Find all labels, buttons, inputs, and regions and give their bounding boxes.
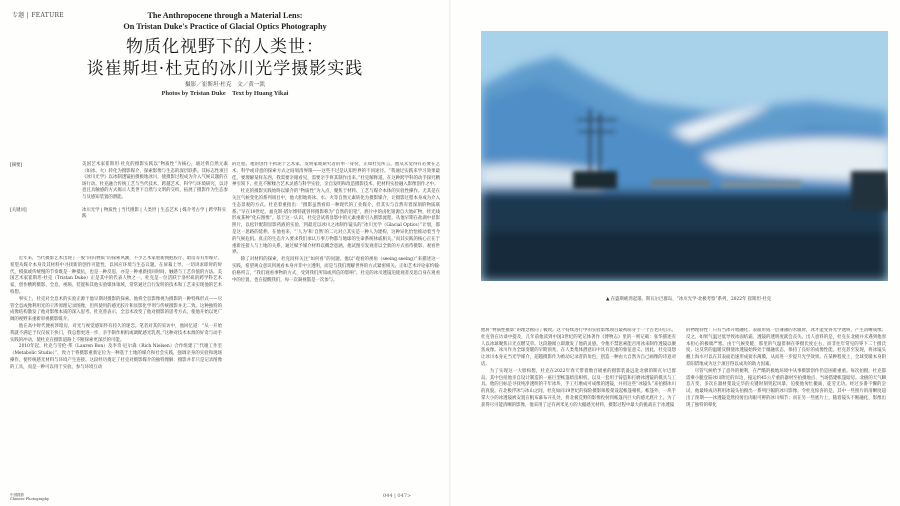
- keywords-label: [关键词]: [10, 208, 27, 213]
- english-title: [60, 10, 390, 32]
- photo-scene-icon: [481, 31, 888, 281]
- magazine-logo: [10, 493, 49, 502]
- right-column-1: [481, 328, 676, 498]
- paragraph: 的过程。他的创作不拘泥于艺术家、发明家或研究者的单一身份，正如杜克所言，他从未觉得有必要在艺术、科学或诗意的探索方式之间划清界限——这些不过是认知世界的不同途径。“我通过实践来学习效果最佳，要理解某样东西，我需要亲眼看见，需要亲手将其制作出来。”杜克解释道。在这种跨学科的动手探究精神引领下，杜克不断糅合艺术灵感与科学实验，亲自发明和改造摄影技术，把材料实验融入影像创作之中。: [232, 162, 440, 188]
- paragraph: 近年来，当代摄影艺术出现了一股“回归物质”的探索风潮，不少艺术家重新拥抱胶片、暗房等有形媒介，希望从媒介本身及其材料中寻找新的创作可能性，以回应环境与生态议题。在屏幕上导、一切讲求即时的时代，模拟或传统慢的节奏既是一种抵抗，也是一种反思，亦是一种重新找回时间、触感与工艺价值的方法。美国艺术家崔斯坦·杜克（Tristan Duke）正是其中的代表人物之一。杜克是一位活跃于洛杉矶的跨学科艺术家，创作横跨摄影、全息、视频、装置和其他实验媒体领域，常常通过自行发明的技术和工艺来实现他的艺术构想。: [10, 256, 222, 295]
- page-numbers: 044 | 047>: [383, 493, 412, 499]
- paragraph: 他将“物质性摄影”的理念推向了极致。这个持续进行中的实验影像项目最初萌芽于一个古老的启示。杜克曾在访谈中提及，几年前他读到中国3世纪的笔记体著作《博物志》里的一则记载：张华描述有人以冰球聚焦日光点燃艾草。这段趣闻立即激发了他的灵感。令他不禁思索能否用冰来制作透镜以聚焦成像。冰川作为全球变暖的早期预兆，在人类集体潜意识中具有沉重的象征意义。因此，杜克设想让冰川本身充当光学媒介，超越摄影作为被动记录者的角色，创造一种由大自然为自己画像的诗意对话。: [481, 328, 676, 367]
- chinese-title-line-2: 谈崔斯坦·杜克的冰川光学摄影实践: [86, 59, 364, 79]
- keywords-text: 冰川光学 | 物质性 | 当代摄影 | 人类世 | 生态艺术 | 媒介考古学 | 跨学科实践: [82, 208, 227, 219]
- chinese-title-line-1: 物质化视野下的人类世：: [126, 37, 324, 57]
- left-column-2: [232, 162, 440, 486]
- credits-english: Photos by Tristan Duke Text by Huang Yikai: [161, 90, 289, 97]
- credits-chinese: 摄影／崔斯坦·杜克 文／黄一凯: [184, 82, 266, 88]
- left-column-1: [10, 256, 222, 486]
- paragraph: 杜克的摄影实践始终以媒介的“物质性”为入点，聚焦于材料、工艺与媒介本体的实验性操作。尤其是在关注气候变化的系列项目中，他大胆地将冰、水、火等自然元素转化为摄影媒介，让摄影过程本身成为介入生态景观的方式。杜克着重指出：“摄影虽然看似一种现代的工业媒介，但其实与自然有着深刻的物质联系。”早在19世纪，福克斯·塔尔博特就曾将摄影称为“自然的铅笔”，底片中的卤化银源自大地矿物，经光线形成某种“化石图像”。基于这一认识，杜克尝试将显影中的元素重新引入摄影流程，从他早期在盐湖中显影照片，以松针配制显影药液的实验，到最近以冰川之冰制作镜头的“冰川光学（Glacial Optics）”计划，都是这一思路的延伸。在他看来，“‘人为’和‘自然’的二元对立其实是一种人为建构，这种异化恰恰推动着当今的气候危机。真正的生态介入要求我们承认万事万物都与地球的生命系统休戚相关。”而其实践的核心正在于重新连接人与土地的关系，通过赋予媒介材料以概念意涵，他试图引发观者以全新的方式看待摄影、观看世界。: [232, 189, 440, 256]
- section-tag: 专题 | FEATURE: [12, 12, 64, 19]
- abstract-text: 美国艺术家崔斯坦·杜克的摄影实践以“物质性”为核心，通过将自然元素（如冰、火）转化为摄影媒介，探索影像与生态的深层联系。其标志性项目《冰川光学》以冰制透镜拍摄极地冰川，使摄影过程成为介入气候议题的在场行动。杜克融合传统工艺与当代技术，跨越艺术、科学与环境研究，以诗意且具触感的方式揭示人类世下自然与文明的交织，拓展了摄影作为生态参与及感知装置的潜能。: [82, 162, 228, 200]
- paragraph: 他在高中时代便初涉暗房，对光与视觉感知怀有持久的迷恋。笔者对其的采访中，他回忆道：“从一开始我就不满足于仅仅按下快门，我总想更进一步，亲手制作相机或调配感光乳剂。”这种对技术本源的好奇与动手实践的冲动，使杜克在摄影道路上不断探索更深层的可能。: [10, 323, 222, 343]
- magazine-logo-english: Chinese Photography: [10, 497, 50, 502]
- english-title-line-1: The Anthropocene through a Material Lens:: [147, 11, 303, 20]
- paragraph: 尽管气候给予了意外的便利，在严酷的极地环境中从事摄影创作仍是困难重重。每次拍摄，杜克都需乘小艇登陆冰川附近的岸边，拖运约45公斤重的器材至拍摄地点，当场搭建帐篷暗房。北极的天气瞬息万变，多次在器材架设完毕的关键时刻突起风暴，迫使他匆忙撤离，徒劳无功。经过多番不懈的尝试，他最终成功利用冰镜头拍摄出一系列巨幅的冰川影像。令杜克惊喜的是，其中一些照片的清晰度超出了预期——冰透镜竟然投射出肉眼可辨的冰川细节；而在另一些底片上，随着镜头不断融化，影像出现了独特的晕化: [686, 368, 886, 408]
- paragraph: 2010年起，杜克与劳伦·邦（Lauren Bon）及李奇·尼尔森（Rich Nielsen）合作组建了“代谢工作室（Metabolic Studio）”，致力于将摄影重新定位为一种基于土地的媒介和社会实践，强调亲身的实验和现场操作，使传统感光材料与环境产生连接。这段经历奠定了杜克对摄影媒介的独特理解：摄影并非只是记录图像的工具，而是一种可以用于实验、参与环境互动: [10, 344, 222, 370]
- paragraph: 的物理特性：只有当冰开始融化、表面形成一层薄薄的水膜时，冰才能变得光学透明，产生清晰成像；反之，如果气温过低导致冰面结霜，透镜的透明度就会丧失。出人意料的是，杜克在北极并未遇到他原本担心的极端严寒。由于气候变暖，那里的气温徘徊在零摄氏度左右，而非往年常见的零下二十摄氏度。这反常的温暖反倒使冰透镜始终处于微融状态，保持了良好的成像性能。杜克甚至发现，将冰镜头蘸上海水可以在其表面迅速形成盐水薄膜，从而进一步提升光学效果。在某种程度上，全球变暖本身阴差阳错地成为这个项目得以成功的助力因素。: [686, 328, 886, 367]
- right-column-2: [686, 328, 886, 498]
- glacier-ship-photo: [481, 31, 888, 281]
- abstract-label: [摘要]: [10, 163, 23, 168]
- spread-gutter: [449, 0, 451, 506]
- chinese-title: [40, 36, 410, 80]
- magazine-logo-chinese: 中国摄影: [10, 493, 25, 497]
- paragraph: 除了对材料的探索，杜克同样关注“如何看”的问题。他以“观看的视角（seeing seeing）”来描述这一实践，希望观众意识到观看本身并非中立透明，而是与我们理解世界的方式紧密相关。正如艺术评论家约翰·伯格所言，“我们观看事物的方式，受到我们所知或所信的影响”。杜克的冰川透镜迫使观者反思自身在观看中的位置，也在提醒我们，每一次凝视都是一次参与。: [232, 257, 440, 283]
- english-title-line-2: On Tristan Duke's Practice of Glacial Optics Photography: [123, 22, 327, 31]
- paragraph: 为了实现这一大胆构想，杜克在2022年春天带着数百磅重的摄影装备远赴北极的斯瓦尔巴群岛。其中包括他亲自设计制造的一座巨型帐篷暗房相机，以及一套用于铸造和打磨冰透镜的模具与工具。他的目标是寻找纯净透明的千年冰块，手工打磨成可成像的透镜，并用这些“冰镜头”来拍摄冰川的真貌。在北极浮冰与冰山之间，杜克如同19世纪的探险摄影师般架设起帐篷相机。帐篷外，一块手掌大小的冰透镜被安置在帆布幕布开孔处，将北极荒野的影像投射到帐篷内巨大的感光底片上。为了获得尽可能清晰的影像，他采用了足有两米见方的大幅感光材料，摄影过程中最大的挑战在于冰透镜: [481, 368, 676, 408]
- paragraph: 事实上，杜克对全息术的实验正源于他早期对摄影的探索。他将全息影像视为摄影的一种特殊形式——尽管全息成像利用光的干涉原理记录图像，但所使用的感光胶片和显影化学剂与传统摄影并无二致。这种独特的成像结构激发了他对影像本质的深入思考。杜克曾表示，全息术改变了他对摄影的思考方式，使他开始以更广阔的视野来重新审视摄影媒介。: [10, 296, 222, 323]
- photo-caption: ▲ 在盛斯峡湾起锚，斯瓦尔巴群岛，“冰川光学·北极考察”系列，2022年 崔斯坦·杜克: [606, 297, 772, 302]
